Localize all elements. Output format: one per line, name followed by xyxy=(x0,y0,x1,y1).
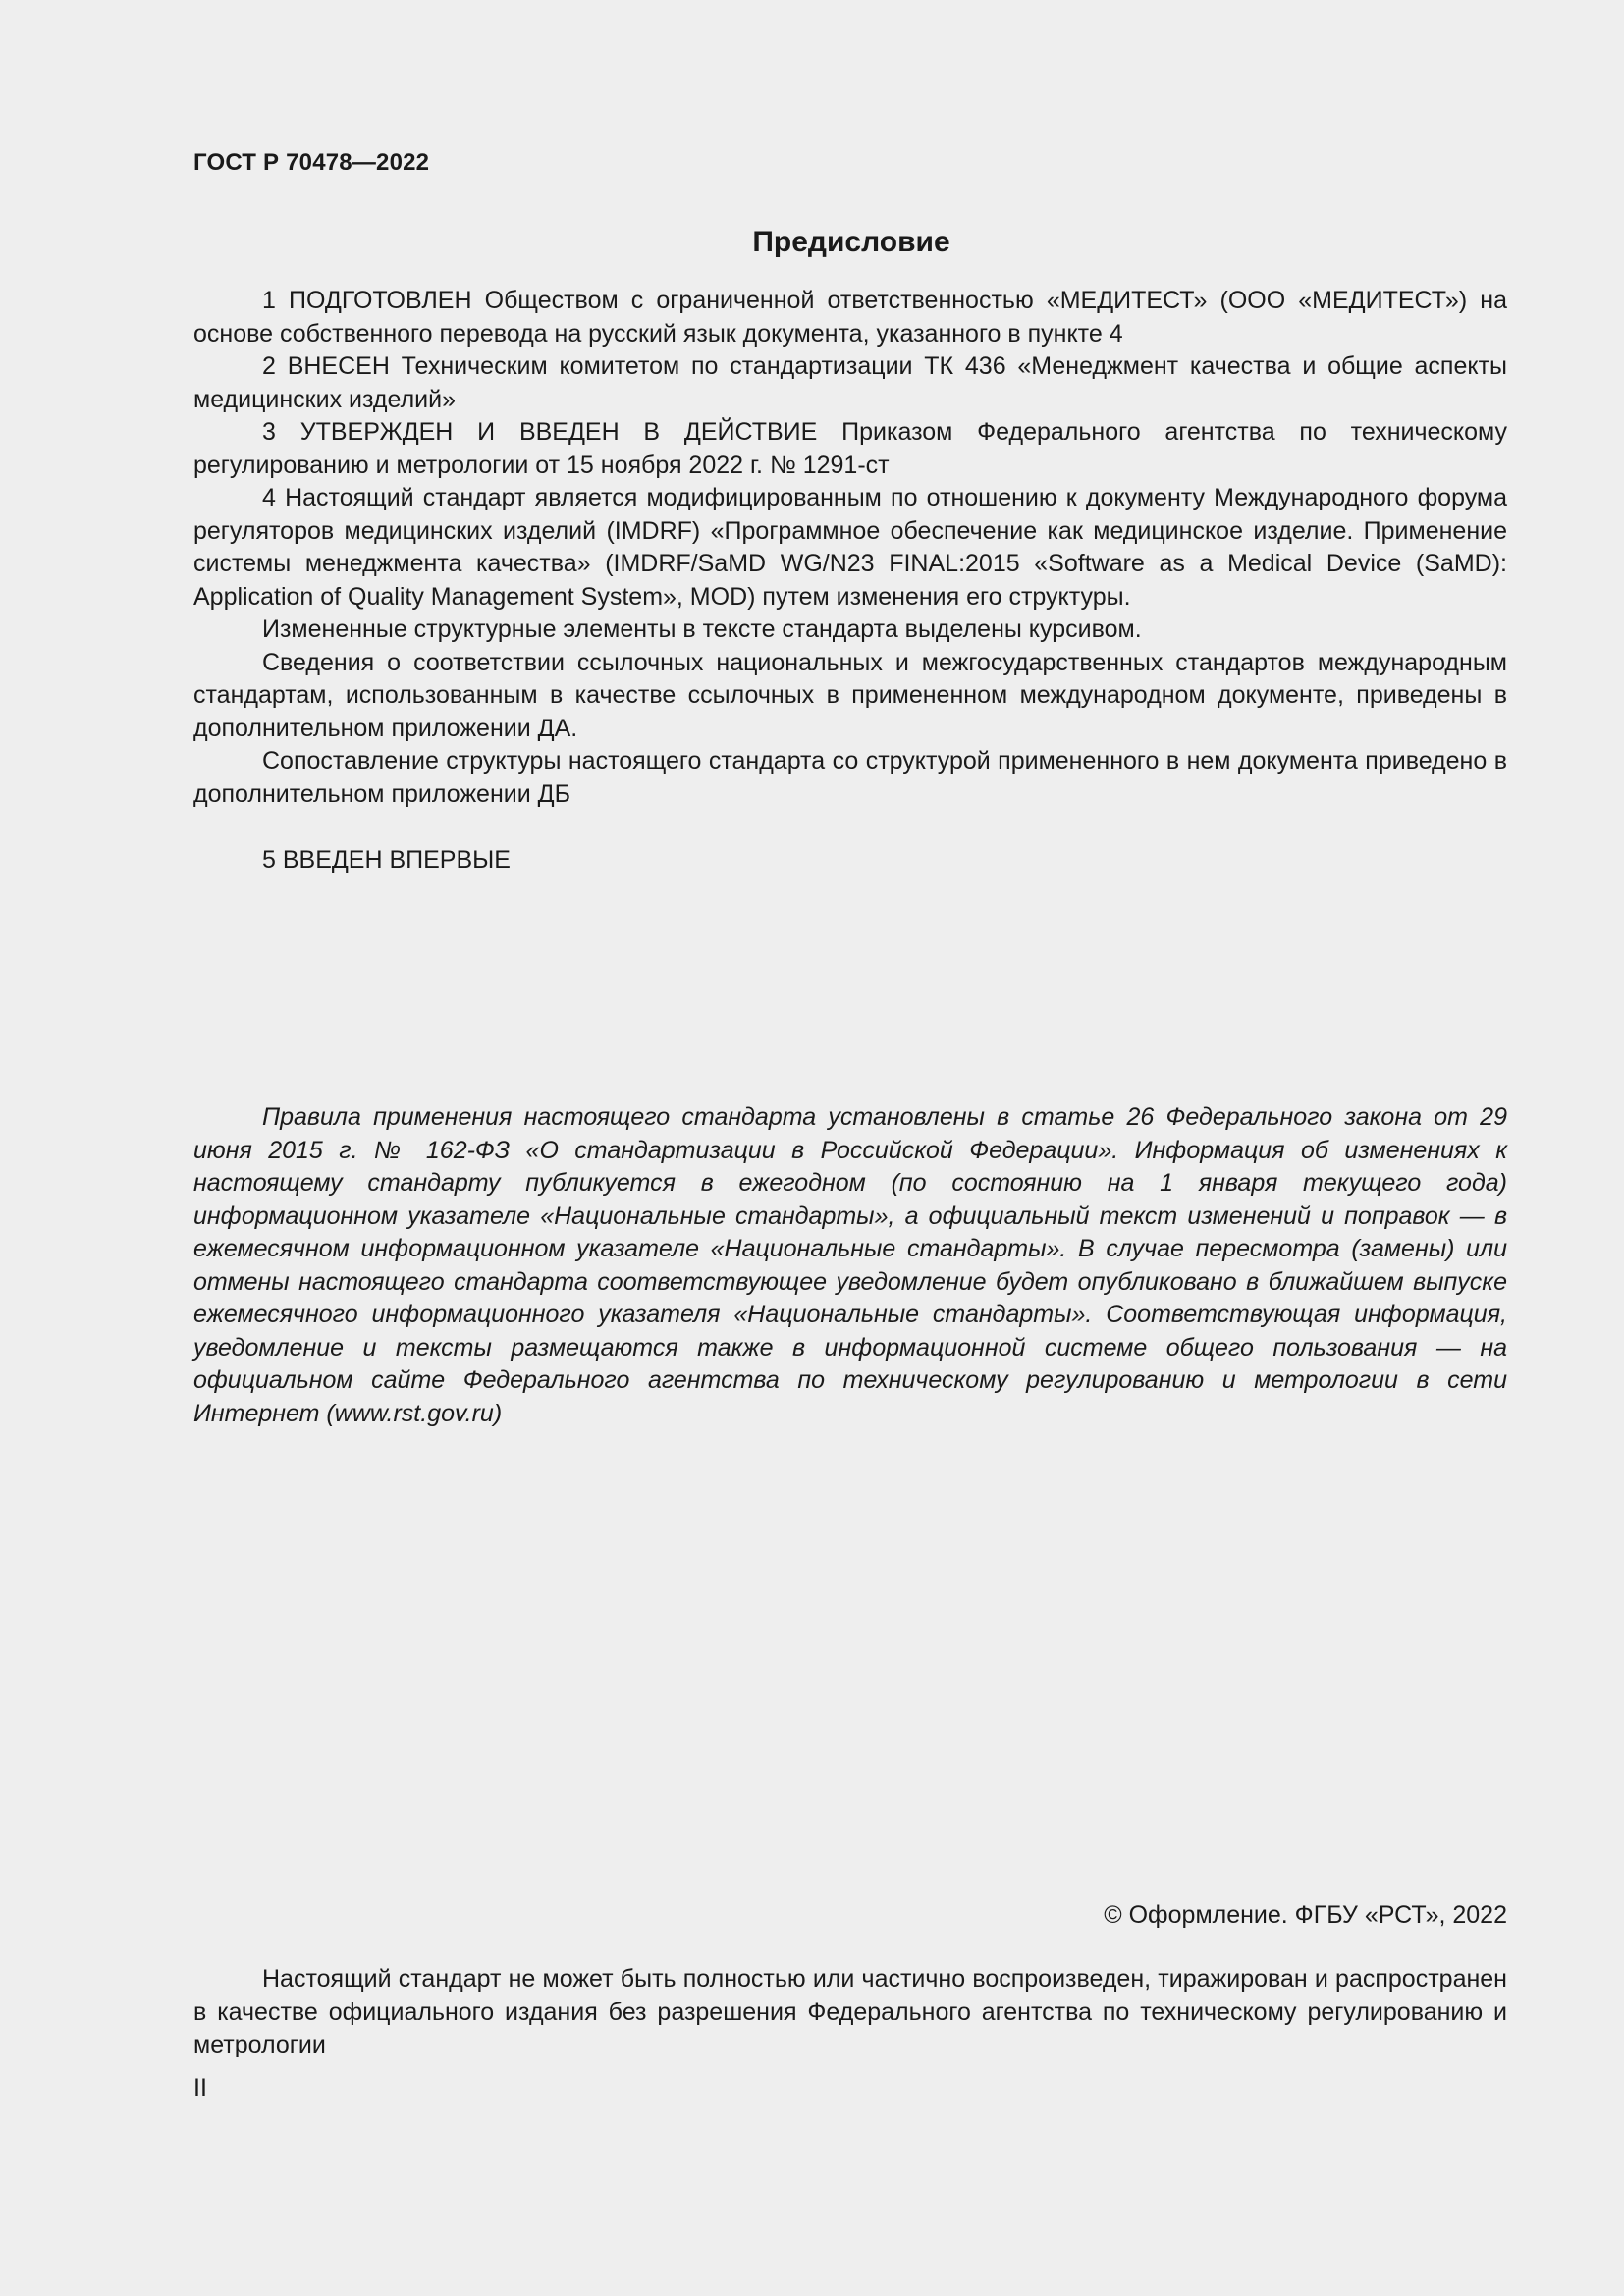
foreword-item-1: 1 ПОДГОТОВЛЕН Обществом с ограниченной ответственностью «МЕДИТЕСТ» (ООО «МЕДИТЕСТ») на основе собственного перевода на русский язык документа, указанного в пункте 4 xyxy=(193,287,1507,347)
copyright-line: © Оформление. ФГБУ «РСТ», 2022 xyxy=(1104,1901,1507,1929)
application-rules-note: Правила применения настоящего стандарта установлены в статье 26 Федерального закона от 29 июня 2015 г. № 162-ФЗ «О стандартизации в Российской Федерации». Информация об изменениях к настоящему стандарту публикуется в ежегодном (по состоянию на 1 января текущего года) информационном указателе «Национальные стандарты», а официальный текст изменений и поправок — в ежемесячном информационном указателе «Национальные стандарты». В случае пересмотра (замены) или отмены настоящего стандарта соответствующее уведомление будет опубликовано в ближайшем выпуске ежемесячного информационного указателя «Национальные стандарты». Соответствующая информация, уведомление и тексты размещаются также в информационной системе общего пользования — на официальном сайте Федерального агентства по техническому регулированию и метрологии в сети Интернет (www.rst.gov.ru) xyxy=(193,1103,1507,1427)
foreword-item-4-paragraph-1: 4 Настоящий стандарт является модифицированным по отношению к документу Международного форума регуляторов медицинских изделий (IMDRF) «Программное обеспечение как медицинское изделие. Применение системы менеджмента качества» (IMDRF/SaMD WG/N23 FINAL:2015 «Software as a Medical Device (SaMD): Application of Quality Management System», MOD) путем изменения его структуры. xyxy=(193,484,1507,611)
document-code: ГОСТ Р 70478—2022 xyxy=(193,149,430,176)
foreword-item-2: 2 ВНЕСЕН Техническим комитетом по стандартизации ТК 436 «Менеджмент качества и общие аспекты медицинских изделий» xyxy=(193,352,1507,413)
page-title: Предисловие xyxy=(752,226,950,258)
foreword-item-3: 3 УТВЕРЖДЕН И ВВЕДЕН В ДЕЙСТВИЕ Приказом Федерального агентства по техническому регулированию и метрологии от 15 ноября 2022 г. № 1291-ст xyxy=(193,418,1507,479)
foreword-item-4-paragraph-2: Измененные структурные элементы в тексте стандарта выделены курсивом. xyxy=(262,615,1142,643)
foreword-item-4-paragraph-3: Сведения о соответствии ссылочных национальных и межгосударственных стандартов международным стандартам, использованным в качестве ссылочных в примененном международном документе, приведены в дополнительном приложении ДА. xyxy=(193,648,1507,742)
foreword-items xyxy=(193,285,1507,877)
foreword-item-4-paragraph-4: Сопоставление структуры настоящего стандарта со структурой примененного в нем документа приведено в дополнительном приложении ДБ xyxy=(193,747,1507,808)
foreword-item-5: 5 ВВЕДЕН ВПЕРВЫЕ xyxy=(262,845,511,874)
reproduction-notice: Настоящий стандарт не может быть полностью или частично воспроизведен, тиражирован и распространен в качестве официального издания без разрешения Федерального агентства по техническому регулированию и метрологии xyxy=(193,1965,1507,2058)
foreword-item-4 xyxy=(193,482,1507,811)
page-number: II xyxy=(193,2074,207,2102)
